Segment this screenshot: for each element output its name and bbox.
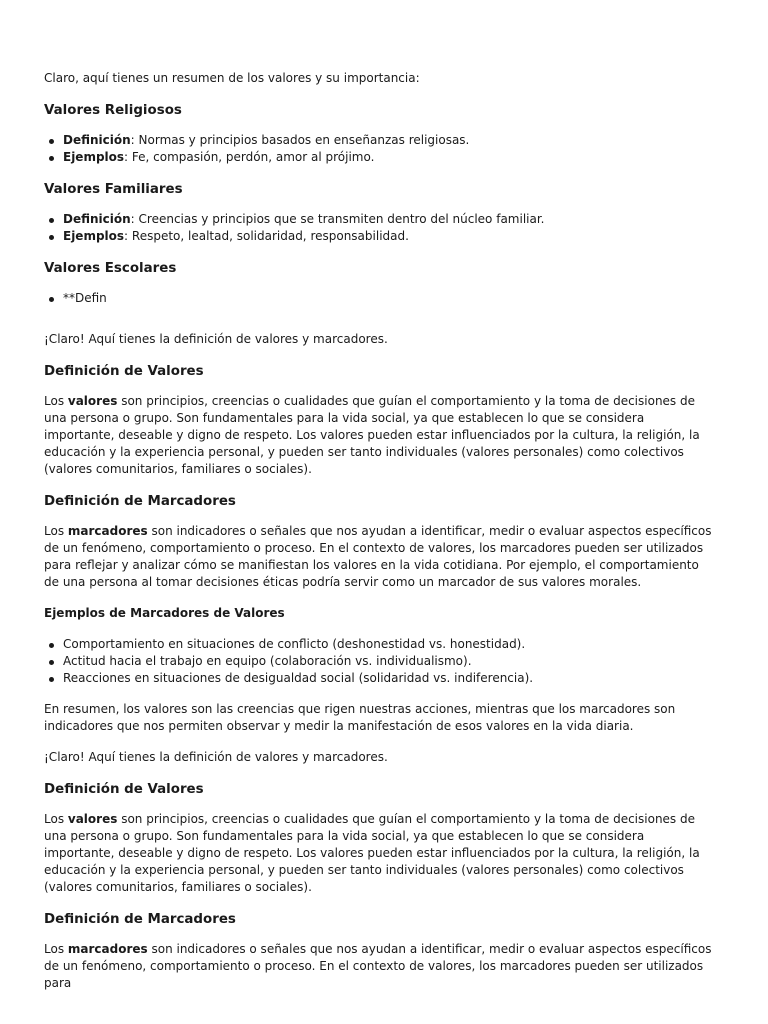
bold-term: Ejemplos <box>63 150 125 164</box>
text-run: : Creencias y principios que se transmiten dentro del núcleo familiar. <box>130 212 545 226</box>
section-heading: Definición de Marcadores <box>44 912 236 927</box>
text-run: En resumen, los valores son las creencias que rigen nuestras acciones, mientras que los marcadores son indicadores que nos permiten observar y medir la manifestación de esos valores en la vida diaria. <box>44 702 676 733</box>
text-run: son indicadores o señales que nos ayudan a identificar, medir o evaluar aspectos específicos de un fenómeno, comportamiento o proceso. En el contexto de valores, los marcadores pueden ser utilizados para reflejar y analizar cómo se manifiestan los valores en la vida cotidiana. Por ejemplo, el comportamiento de una persona al tomar decisiones éticas podría servir como un marcador de sus valores morales. <box>44 524 712 589</box>
paragraph <box>44 70 716 87</box>
text-run: **Defin <box>63 291 107 305</box>
paragraph <box>44 749 716 766</box>
text-run: Reacciones en situaciones de desigualdad social (solidaridad vs. indiferencia). <box>63 671 534 685</box>
bold-term: valores <box>67 812 118 826</box>
text-run: ¡Claro! Aquí tienes la definición de valores y marcadores. <box>44 332 388 346</box>
paragraph <box>44 811 716 896</box>
paragraph <box>44 701 716 735</box>
text-run: : Normas y principios basados en enseñanzas religiosas. <box>130 133 470 147</box>
bold-term: valores <box>67 394 118 408</box>
text-run: : Fe, compasión, perdón, amor al prójimo. <box>124 150 375 164</box>
list-item <box>63 290 716 307</box>
list-item <box>63 211 716 228</box>
section-heading: Definición de Valores <box>44 782 204 797</box>
bullet-list <box>44 132 716 166</box>
text-run: son indicadores o señales que nos ayudan a identificar, medir o evaluar aspectos específicos de un fenómeno, comportamiento o proceso. En el contexto de valores, los marcadores pueden ser utilizados para <box>44 942 712 990</box>
text-run: Los <box>44 812 68 826</box>
section-heading: Valores Familiares <box>44 182 183 197</box>
bold-term: Definición <box>63 212 131 226</box>
list-item <box>63 653 716 670</box>
list-item <box>63 132 716 149</box>
text-run: Los <box>44 394 68 408</box>
list-item <box>63 670 716 687</box>
text-run: Claro, aquí tienes un resumen de los valores y su importancia: <box>44 71 420 85</box>
bold-term: Ejemplos <box>63 229 125 243</box>
text-run: Los <box>44 524 68 538</box>
paragraph <box>44 941 716 992</box>
text-run: son principios, creencias o cualidades que guían el comportamiento y la toma de decisiones de una persona o grupo. Son fundamentales para la vida social, ya que establecen lo que se considera importante, deseable y digno de respeto. Los valores pueden estar influenciados por la cultura, la religión, la educación y la experiencia personal, y pueden ser tanto individuales (valores personales) como colectivos (valores comunitarios, familiares o sociales). <box>44 394 700 476</box>
list-item <box>63 636 716 653</box>
section-heading: Valores Religiosos <box>44 103 182 118</box>
text-run: Actitud hacia el trabajo en equipo (colaboración vs. individualismo). <box>63 654 472 668</box>
section-heading: Definición de Marcadores <box>44 494 236 509</box>
section-heading: Definición de Valores <box>44 364 204 379</box>
bold-term: marcadores <box>67 942 148 956</box>
bold-term: Definición <box>63 133 131 147</box>
paragraph <box>44 523 716 591</box>
bullet-list <box>44 636 716 687</box>
bullet-list <box>44 211 716 245</box>
list-item <box>63 228 716 245</box>
spacer <box>44 321 716 331</box>
bullet-list <box>44 290 716 307</box>
paragraph <box>44 393 716 478</box>
list-item <box>63 149 716 166</box>
section-heading: Valores Escolares <box>44 261 177 276</box>
text-run: Los <box>44 942 68 956</box>
subsection-heading: Ejemplos de Marcadores de Valores <box>44 606 285 620</box>
text-run: son principios, creencias o cualidades que guían el comportamiento y la toma de decisiones de una persona o grupo. Son fundamentales para la vida social, ya que establecen lo que se considera importante, deseable y digno de respeto. Los valores pueden estar influenciados por la cultura, la religión, la educación y la experiencia personal, y pueden ser tanto individuales (valores personales) como colectivos (valores comunitarios, familiares o sociales). <box>44 812 700 894</box>
text-run: : Respeto, lealtad, solidaridad, responsabilidad. <box>124 229 409 243</box>
text-run: Comportamiento en situaciones de conflicto (deshonestidad vs. honestidad). <box>63 637 526 651</box>
paragraph <box>44 331 716 348</box>
document-body <box>44 70 716 1006</box>
bold-term: marcadores <box>67 524 148 538</box>
text-run: ¡Claro! Aquí tienes la definición de valores y marcadores. <box>44 750 388 764</box>
